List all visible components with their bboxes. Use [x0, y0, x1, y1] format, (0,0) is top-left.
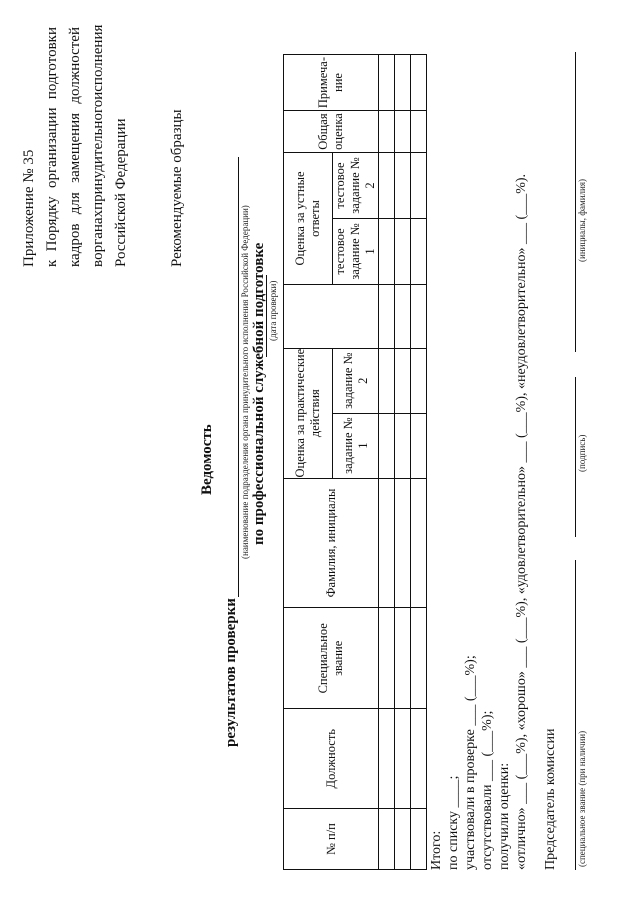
header-test-1: тестовое задание № 1 — [333, 218, 379, 284]
chairman-label: Председатель комиссии — [543, 728, 558, 870]
header-number: № п/п — [284, 809, 379, 870]
header-blank — [284, 284, 379, 348]
summary-participated: участвовали в проверке ___ (___%); — [463, 655, 478, 870]
header-oral: Оценка за устные ответы — [284, 153, 333, 285]
appendix-number: Приложение № 35 — [21, 149, 37, 267]
sign-line — [575, 377, 576, 537]
date-line — [266, 275, 267, 357]
org-name-line — [238, 157, 239, 597]
table-header-row-1 — [284, 55, 333, 870]
appendix-line-2: кадров для замещения должностей — [67, 27, 83, 267]
date-caption: (дата проверки) — [268, 280, 278, 341]
org-name-caption: (наименование подразделения органа принудительного исполнения Российской Федерации) — [240, 205, 250, 559]
document-subtitle: по профессиональной служебной подготовке — [251, 242, 267, 545]
summary-by-list: по списку ____; — [446, 775, 461, 870]
header-test-2: тестовое задание № 2 — [333, 153, 379, 219]
appendix-line-3: в органах принудительного исполнения — [90, 24, 106, 267]
recommended-samples: Рекомендуемые образцы — [169, 109, 185, 267]
summary-grades: «отлично» ___ (___%), «хорошо» ___ (___%), «удовлетворительно» ___ (___%), «неудовлетворительно» ___ (___%). — [514, 173, 529, 870]
header-total: Общая оценка — [284, 111, 379, 153]
header-practical: Оценка за практические действия — [284, 348, 333, 478]
header-name: Фамилия, инициалы — [284, 478, 379, 608]
table-row — [395, 55, 411, 870]
table-row — [411, 55, 427, 870]
header-task-1: задание № 1 — [333, 413, 379, 478]
summary-total: Итого: — [429, 830, 444, 870]
rank-caption: (специальное звание (при наличии) — [577, 730, 587, 867]
results-label: результатов проверки — [223, 598, 239, 747]
appendix-line-4: Российской Федерации — [113, 118, 129, 267]
appendix-line-1: к Порядку организации подготовки — [44, 27, 60, 267]
document-title: Ведомость — [199, 424, 215, 495]
header-position: Должность — [284, 709, 379, 809]
sign-caption: (подпись) — [577, 434, 587, 472]
name-caption: (инициалы, фамилия) — [577, 179, 587, 262]
header-rank: Специальное звание — [284, 608, 379, 709]
header-task-2: задание № 2 — [333, 348, 379, 413]
rank-line — [575, 560, 576, 870]
summary-absent: отсутствовали ___ (___%); — [480, 710, 495, 870]
summary-received: получили оценки: — [497, 762, 512, 870]
header-note: Примеча-ние — [284, 55, 379, 111]
table-row — [379, 55, 395, 870]
name-line — [575, 52, 576, 352]
results-table — [283, 54, 427, 870]
